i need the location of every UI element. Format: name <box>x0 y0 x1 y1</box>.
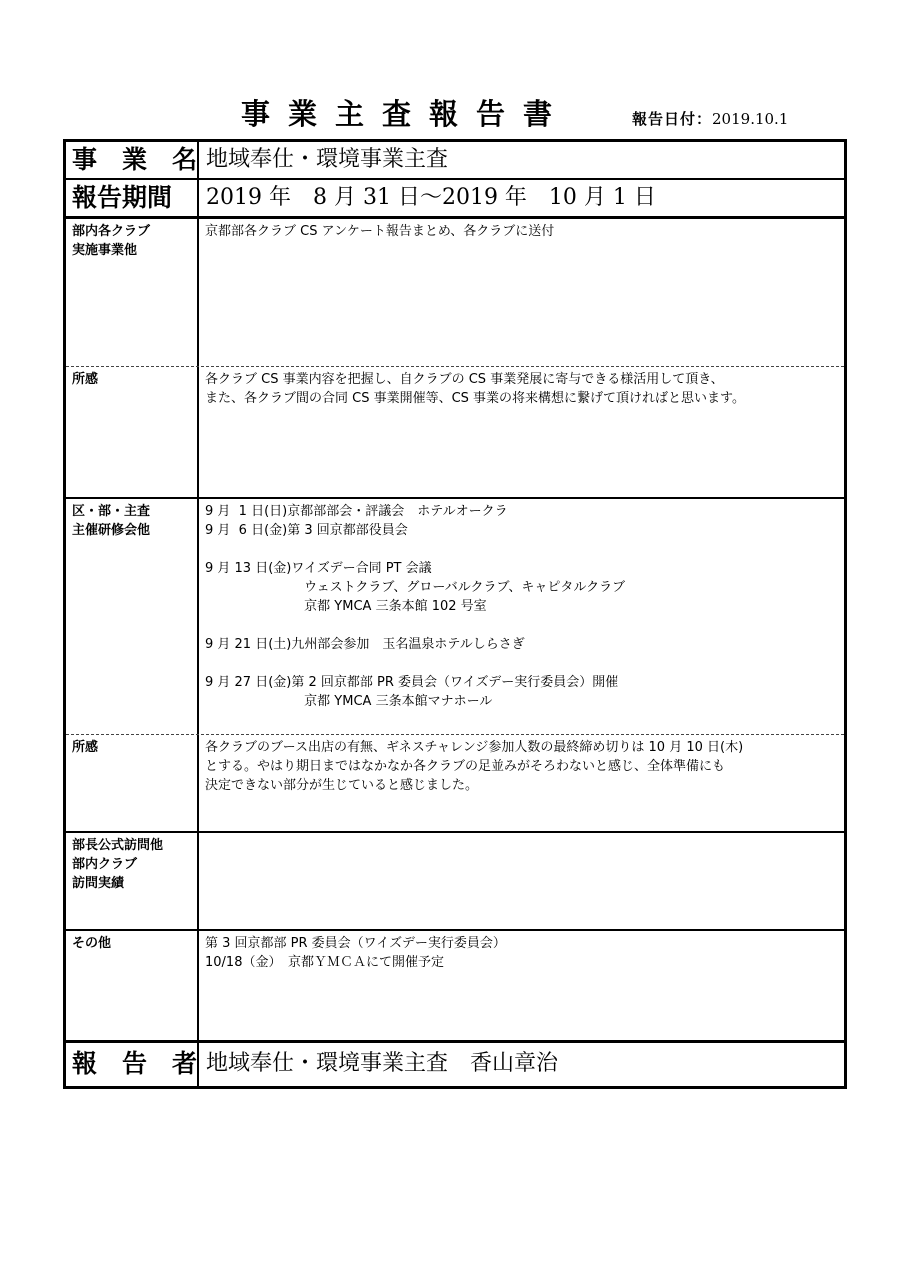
club-events-content <box>205 222 554 241</box>
row-club-events <box>66 219 844 367</box>
report-date <box>632 108 788 129</box>
row-impression-1 <box>66 367 844 499</box>
content-line <box>205 540 625 559</box>
content-line: 京都 YMCA 三条本館マナホール <box>205 694 493 709</box>
label-line: 部長公式訪問他 <box>72 838 164 853</box>
content-line: また、各クラブ間の合同 CS 事業開催等、CS 事業の将来構想に繋げて頂ければと思います。 <box>205 391 746 406</box>
impression-1-content <box>205 370 745 408</box>
report-date-value: 2019.10.1 <box>712 110 789 128</box>
content-line: 9 月 1 日(日)京都部部会・評議会 ホテルオークラ <box>205 504 508 519</box>
content-line: 第 3 回京都部 PR 委員会（ワイズデー実行委員会） <box>205 936 506 951</box>
page-title: 事業主査報告書 <box>241 97 571 131</box>
content-line <box>205 654 625 673</box>
impression-1-label <box>72 370 98 389</box>
report-period-value: 2019 年 8 月 31 日〜2019 年 10 月 1 日 <box>206 185 656 210</box>
label-line: 所感 <box>72 740 99 755</box>
row-report-period <box>66 180 844 219</box>
content-line: 9 月 21 日(土)九州部会参加 玉名温泉ホテルしらさぎ <box>205 637 525 652</box>
row-club-visits <box>66 833 844 931</box>
reporter-value: 地域奉仕・環境事業主査 香山章治 <box>206 1051 559 1076</box>
content-line: 京都部各クラブ CS アンケート報告まとめ、各クラブに送付 <box>205 224 555 239</box>
content-line: ウェストクラブ、グローバルクラブ、キャピタルクラブ <box>205 580 626 595</box>
content-line: 各クラブのブース出店の有無、ギネスチャレンジ参加人数の最終締め切りは 10 月 10 日(木) <box>205 740 744 755</box>
content-line: 京都 YMCA 三条本館 102 号室 <box>205 599 487 614</box>
content-line: とする。やはり期日まではなかなか各クラブの足並みがそろわないと感じ、全体準備にも <box>205 759 726 774</box>
label-line: その他 <box>72 936 112 951</box>
club-visits-label <box>72 836 163 893</box>
event-name-value: 地域奉仕・環境事業主査 <box>206 147 449 172</box>
district-events-label <box>72 502 150 540</box>
content-line: 9 月 6 日(金)第 3 回京都部役員会 <box>205 523 408 538</box>
impression-2-content <box>205 738 743 795</box>
content-line: 9 月 27 日(金)第 2 回京都部 PR 委員会（ワイズデー実行委員会）開催 <box>205 675 619 690</box>
content-line: 決定できない部分が生じていると感じました。 <box>205 778 479 793</box>
label-line: 主催研修会他 <box>72 523 151 538</box>
row-event-name <box>66 142 844 180</box>
event-name-label: 事 業 名 <box>72 145 198 174</box>
report-table <box>63 139 847 1089</box>
report-period-label: 報告期間 <box>72 183 173 212</box>
row-reporter <box>66 1043 844 1086</box>
label-line: 訪問実績 <box>72 876 125 891</box>
report-date-label: 報告日付： <box>632 110 713 128</box>
label-line: 所感 <box>72 372 99 387</box>
row-district-events <box>66 499 844 735</box>
content-line: 9 月 13 日(金)ワイズデー合同 PT 会議 <box>205 561 432 576</box>
row-other <box>66 931 844 1043</box>
club-events-label <box>72 222 150 260</box>
content-line <box>205 616 625 635</box>
district-events-content <box>205 502 625 711</box>
content-line: 各クラブ CS 事業内容を把握し、自クラブの CS 事業発展に寄与できる様活用して頂き、 <box>205 372 724 387</box>
other-label <box>72 934 111 953</box>
impression-2-label <box>72 738 98 757</box>
content-line: 10/18（金） 京都ＹＭＣＡにて開催予定 <box>205 955 444 970</box>
reporter-label: 報 告 者 <box>72 1049 198 1078</box>
other-content <box>205 934 506 972</box>
row-impression-2 <box>66 735 844 833</box>
label-line: 部内各クラブ <box>72 224 151 239</box>
label-line: 区・部・主査 <box>72 504 151 519</box>
label-line: 実施事業他 <box>72 243 138 258</box>
label-line: 部内クラブ <box>72 857 138 872</box>
